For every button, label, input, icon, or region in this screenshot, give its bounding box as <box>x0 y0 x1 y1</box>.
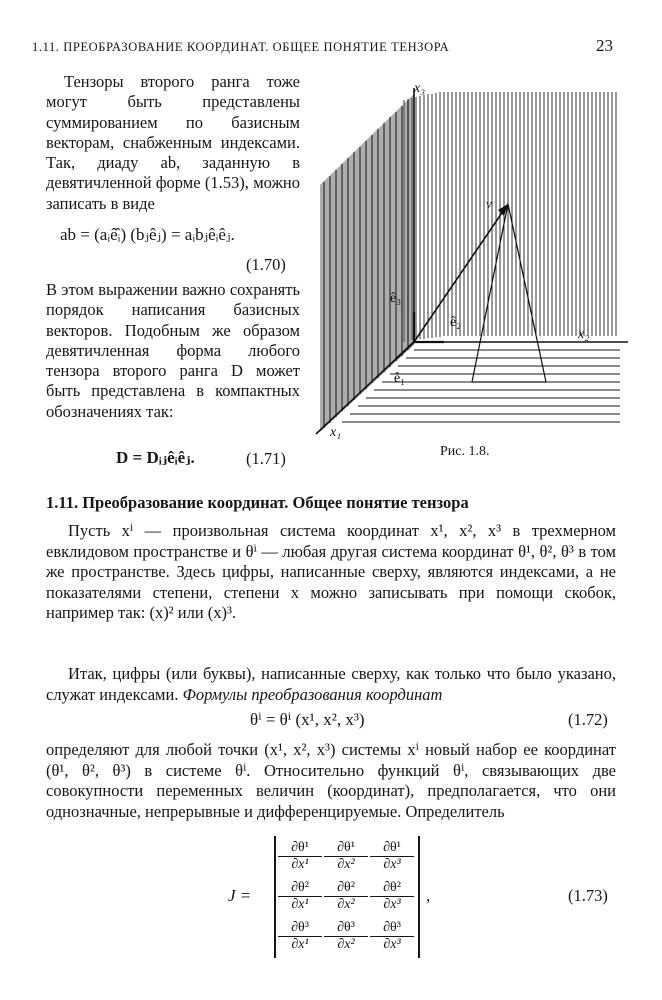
matrix-cell: $\frac{\text{∂θ²}}{\text{∂x²}}$ <box>324 880 368 912</box>
body-paragraph-2-block <box>46 664 616 705</box>
equation-number-1-73: (1.73) <box>568 886 608 905</box>
body-paragraph-2-plain: Итак, цифры (или буквы), написанные сверху, как только что было указано, служат индексами. <box>46 664 616 704</box>
equation-number-1-70: (1.70) <box>246 255 286 274</box>
label-e1: ê₁ <box>394 371 406 386</box>
axis-label-x1: x₁ <box>330 425 342 440</box>
page-number: 23 <box>596 36 613 55</box>
body-paragraph-3: определяют для любой точки (x¹, x², x³) системы xⁱ новый набор ее координат (θ¹, θ², θ³) в системе θⁱ. Относительно функций θⁱ, связывающих две совокупности переменных величин (координат), предполагается, что они однозначные, непрерывные и дифференцируемые. Определитель <box>46 740 616 821</box>
figure-caption: Рис. 1.8. <box>440 444 490 459</box>
figure-1-8 <box>310 80 640 450</box>
label-v: v <box>486 196 492 211</box>
left-paragraph-2: В этом выражении важно сохранять порядок написания базисных векторов. Подобным же образом девятичленная форма любого тензора второго ранга D может быть представлена в компактных обозначениях так: <box>46 280 300 421</box>
axis-label-x3: x₃ <box>414 81 426 96</box>
matrix-cell: $\frac{\text{∂θ¹}}{\text{∂x¹}}$ <box>278 840 322 872</box>
equation-number-1-72: (1.72) <box>568 710 608 729</box>
matrix-cell: $\frac{\text{∂θ¹}}{\text{∂x²}}$ <box>324 840 368 872</box>
x2-x3-plane-hatching <box>404 92 616 342</box>
body-paragraph-2 <box>46 664 616 705</box>
body-paragraph-2-italic: Формулы преобразования координат <box>182 684 443 704</box>
body-paragraph-1: Пусть xⁱ — произвольная система координат x¹, x², x³ в трехмерном евклидовом пространстве и θⁱ — любая другая система координат θ¹, θ², θ³ в том же пространстве. Здесь цифры, написанные сверху, являются индексами, а не показателями степени, степени x можно записывать при помощи скобок, например так: (x)² или (x)³. <box>46 521 616 622</box>
section-heading: 1.11. Преобразование координат. Общее понятие тензора <box>46 493 469 512</box>
left-column-text-2 <box>46 280 300 422</box>
matrix-cell: $\frac{\text{∂θ³}}{\text{∂x³}}$ <box>370 920 414 952</box>
axis-label-x2: x₂ <box>578 327 590 342</box>
matrix-cell: $\frac{\text{∂θ³}}{\text{∂x¹}}$ <box>278 920 322 952</box>
left-column-text <box>46 72 300 214</box>
label-e3: ê₃ <box>390 291 402 306</box>
determinant-left-bar <box>274 836 276 958</box>
equation-1-71: D = Dᵢⱼêᵢêⱼ. <box>116 448 195 467</box>
equation-1-72: θⁱ = θⁱ (x¹, x², x³) <box>250 710 365 729</box>
equation-number-1-71: (1.71) <box>246 449 286 468</box>
left-paragraph-1: Тензоры второго ранга тоже могут быть представлены суммированием по базисным векторам, снабженным индексами. Так, диаду ab, заданную в девятичленной форме (1.53), можно записать в виде <box>46 72 300 213</box>
coordinate-axes-diagram <box>310 80 640 450</box>
body-paragraph-3-block <box>46 740 616 822</box>
label-e2: ê₂ <box>450 315 462 330</box>
determinant-right-bar <box>418 836 420 958</box>
jacobian-comma: , <box>426 886 431 905</box>
jacobian-determinant <box>226 836 646 960</box>
matrix-cell: $\frac{\text{∂θ³}}{\text{∂x²}}$ <box>324 920 368 952</box>
matrix-cell: $\frac{\text{∂θ¹}}{\text{∂x³}}$ <box>370 840 414 872</box>
matrix-cell: $\frac{\text{∂θ²}}{\text{∂x¹}}$ <box>278 880 322 912</box>
jacobian-lhs: J = <box>228 886 252 905</box>
equation-1-70: ab = (aᵢê̂ᵢ) (bⱼêⱼ) = aᵢbⱼêᵢêⱼ. <box>60 225 235 244</box>
body-paragraph-1-block <box>46 521 616 624</box>
matrix-cell: $\frac{\text{∂θ²}}{\text{∂x³}}$ <box>370 880 414 912</box>
running-head: 1.11. ПРЕОБРАЗОВАНИЕ КООРДИНАТ. ОБЩЕЕ ПОНЯТИЕ ТЕНЗОРА <box>32 40 450 54</box>
